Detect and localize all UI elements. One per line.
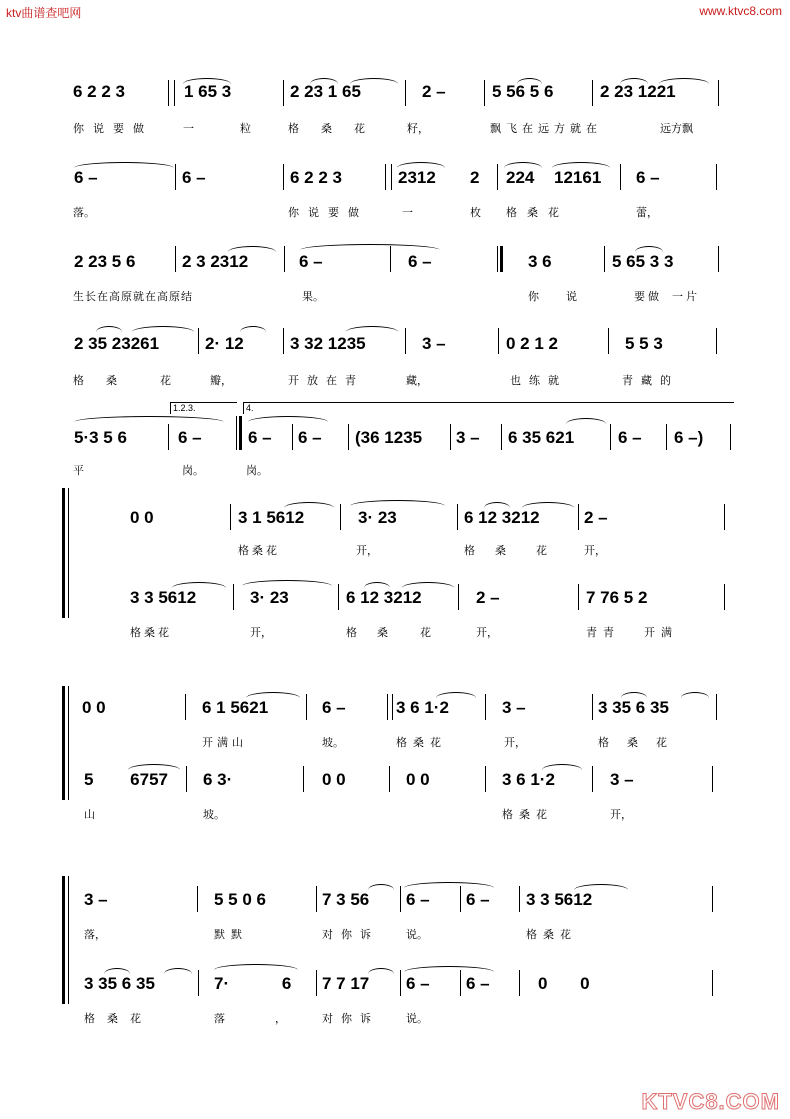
measure-notes: 2· 12	[205, 334, 244, 353]
score-row-2	[0, 160, 790, 220]
lyric: 格桑花	[288, 122, 387, 135]
lyric: 花	[420, 626, 431, 639]
measure-notes: 6 –	[299, 252, 323, 271]
measure-notes: 2	[470, 168, 480, 187]
measure-notes: 2 23 1221	[600, 82, 676, 101]
measure-notes: 5 6757	[84, 770, 168, 789]
lyric: 格桑	[464, 544, 526, 557]
score-row-4	[0, 322, 790, 388]
lyric: 开满山	[202, 736, 247, 749]
lyric: 一	[183, 122, 194, 135]
lyric: 你	[528, 290, 539, 303]
lyric: 岗。	[246, 464, 268, 477]
score-row-3	[0, 240, 790, 306]
lyric: 说	[566, 290, 577, 303]
lyric: 落，	[214, 1012, 336, 1025]
volta-first-ending: 1.2.3.	[170, 402, 237, 414]
lyric: 枚	[470, 206, 481, 219]
measure-notes: 6 –	[466, 890, 490, 909]
measure-notes: 0 0	[538, 974, 590, 993]
score-row-7	[0, 580, 790, 646]
lyric: 藏，	[406, 374, 428, 387]
site-title-left: ktv曲谱查吧网	[6, 6, 82, 20]
measure-notes: 6 –	[322, 698, 346, 717]
measure-notes: 3 35 6 35	[598, 698, 669, 717]
lyric: 格桑花	[598, 736, 685, 749]
measure-notes: 5·3 5 6	[74, 428, 127, 447]
lyric: 你说要做	[288, 206, 368, 219]
score-row-11	[0, 962, 790, 1028]
lyric: 格桑	[346, 626, 408, 639]
measure-notes: 2 –	[476, 588, 500, 607]
lyric: 说。	[406, 928, 428, 941]
lyric: 粒	[240, 122, 251, 135]
measure-notes: 6 2 2 3	[73, 82, 125, 101]
lyric: 格桑花	[502, 808, 553, 821]
lyric: 对你诉	[322, 1012, 379, 1025]
measure-notes: 6 –	[466, 974, 490, 993]
measure-notes: 6 –	[178, 428, 202, 447]
measure-notes: 6 –	[618, 428, 642, 447]
measure-notes: 3 3 5612	[130, 588, 197, 607]
lyric: 格桑花	[396, 736, 447, 749]
lyric: 格桑花	[506, 206, 569, 219]
lyric: 一片	[672, 290, 700, 303]
lyric: 飘飞在远方就在	[490, 122, 602, 135]
measure-notes: 2312	[398, 168, 436, 187]
lyric: 开，	[504, 736, 526, 749]
lyric: 岗。	[182, 464, 204, 477]
lyric: 一	[402, 206, 413, 219]
lyric: 格桑花	[84, 1012, 153, 1025]
measure-notes: 6 12 3212	[346, 588, 422, 607]
lyric: 要做	[634, 290, 662, 303]
measure-notes: 7 7 17	[322, 974, 370, 993]
measure-notes: 0 0	[406, 770, 430, 789]
measure-notes: 3 32 1235	[290, 334, 366, 353]
measure-notes: 0 0	[82, 698, 106, 717]
measure-notes: 5 56 5 6	[492, 82, 554, 101]
lyric: 格桑花	[238, 544, 280, 557]
site-url-right: www.ktvc8.com	[699, 4, 782, 18]
volta-fourth-ending: 4.	[243, 402, 734, 414]
measure-notes: 5 5 3	[625, 334, 663, 353]
lyric: 坡。	[322, 736, 344, 749]
measure-notes: 0 0	[322, 770, 346, 789]
measure-notes: 6 –	[406, 890, 430, 909]
measure-notes: 3· 23	[358, 508, 397, 527]
measure-notes: 3 6	[528, 252, 552, 271]
measure-notes: 6 2 2 3	[290, 168, 342, 187]
measure-notes: 0 0	[130, 508, 154, 527]
lyric: 蕾，	[636, 206, 658, 219]
lyric: 开，	[476, 626, 498, 639]
score-row-6	[0, 500, 790, 566]
lyric: 也练就	[510, 374, 567, 387]
measure-notes: 6 –	[408, 252, 432, 271]
measure-notes: 3 –	[422, 334, 446, 353]
lyric: 说。	[406, 1012, 428, 1025]
measure-notes: 6 –	[636, 168, 660, 187]
measure-notes: 2 23 1 65	[290, 82, 361, 101]
lyric: 格桑花	[130, 626, 172, 639]
measure-notes: 3 6 1·2	[396, 698, 449, 717]
lyric: 果。	[302, 290, 324, 303]
score-row-1	[0, 78, 790, 138]
lyric: 对你诉	[322, 928, 379, 941]
score-row-5	[0, 402, 790, 482]
lyric: 平	[73, 464, 84, 477]
lyric: 你说要做	[73, 122, 153, 135]
measure-notes: 7· 6	[214, 974, 292, 993]
lyric: 坡。	[203, 808, 225, 821]
measure-notes: 6 –	[298, 428, 322, 447]
measure-notes: 2 –	[584, 508, 608, 527]
lyric: 青藏的	[622, 374, 679, 387]
measure-notes: (36 1235	[355, 428, 423, 447]
measure-notes: 224	[506, 168, 535, 187]
lyric: 籽，	[407, 122, 429, 135]
measure-notes: 6 3·	[203, 770, 233, 789]
measure-notes: 12161	[554, 168, 602, 187]
lyric: 开，	[250, 626, 272, 639]
lyric: 开满	[644, 626, 678, 639]
score-row-8	[0, 690, 790, 750]
measure-notes: 6 –	[406, 974, 430, 993]
lyric: 青青	[586, 626, 620, 639]
lyric: 落。	[73, 206, 95, 219]
measure-notes: 6 1 5621	[202, 698, 269, 717]
lyric: 生长在高原就在高原结	[73, 290, 193, 303]
lyric: 瓣，	[210, 374, 232, 387]
measure-notes: 2 23 5 6	[74, 252, 136, 271]
lyric: 开，	[584, 544, 606, 557]
lyric: 山	[84, 808, 95, 821]
lyric: 开，	[610, 808, 632, 821]
measure-notes: 2 35 23261	[74, 334, 160, 353]
lyric: 远方飘	[660, 122, 693, 135]
measure-notes: 6 35 621	[508, 428, 575, 447]
lyric: 格桑	[73, 374, 139, 387]
measure-notes: 3 1 5612	[238, 508, 305, 527]
measure-notes: 7 76 5 2	[586, 588, 648, 607]
measure-notes: 7 3 56	[322, 890, 370, 909]
lyric: 落，	[84, 928, 106, 941]
measure-notes: 0 2 1 2	[506, 334, 558, 353]
measure-notes: 5 65 3 3	[612, 252, 674, 271]
measure-notes: 3 –	[502, 698, 526, 717]
measure-notes: 2 –	[422, 82, 446, 101]
lyric: 默默	[214, 928, 248, 941]
measure-notes: 6 –	[248, 428, 272, 447]
measure-notes: 1 65 3	[184, 82, 232, 101]
score-row-9	[0, 758, 790, 824]
measure-notes: 3 3 5612	[526, 890, 593, 909]
measure-notes: 3 –	[456, 428, 480, 447]
site-watermark: KTVC8.COM	[641, 1089, 780, 1114]
lyric: 格桑花	[526, 928, 577, 941]
lyric: 花	[160, 374, 171, 387]
measure-notes: 3· 23	[250, 588, 289, 607]
measure-notes: 5 5 0 6	[214, 890, 266, 909]
measure-notes: 6 12 3212	[464, 508, 540, 527]
measure-notes: 3 6 1·2	[502, 770, 555, 789]
measure-notes: 3 35 6 35	[84, 974, 155, 993]
score-row-10	[0, 880, 790, 940]
measure-notes: 6 –)	[674, 428, 704, 447]
lyric: 花	[536, 544, 547, 557]
measure-notes: 3 –	[84, 890, 108, 909]
lyric: 开放在青	[288, 374, 364, 387]
measure-notes: 6 –	[74, 168, 98, 187]
measure-notes: 3 –	[610, 770, 634, 789]
lyric: 开，	[356, 544, 378, 557]
measure-notes: 6 –	[182, 168, 206, 187]
measure-notes: 2 3 2312	[182, 252, 249, 271]
